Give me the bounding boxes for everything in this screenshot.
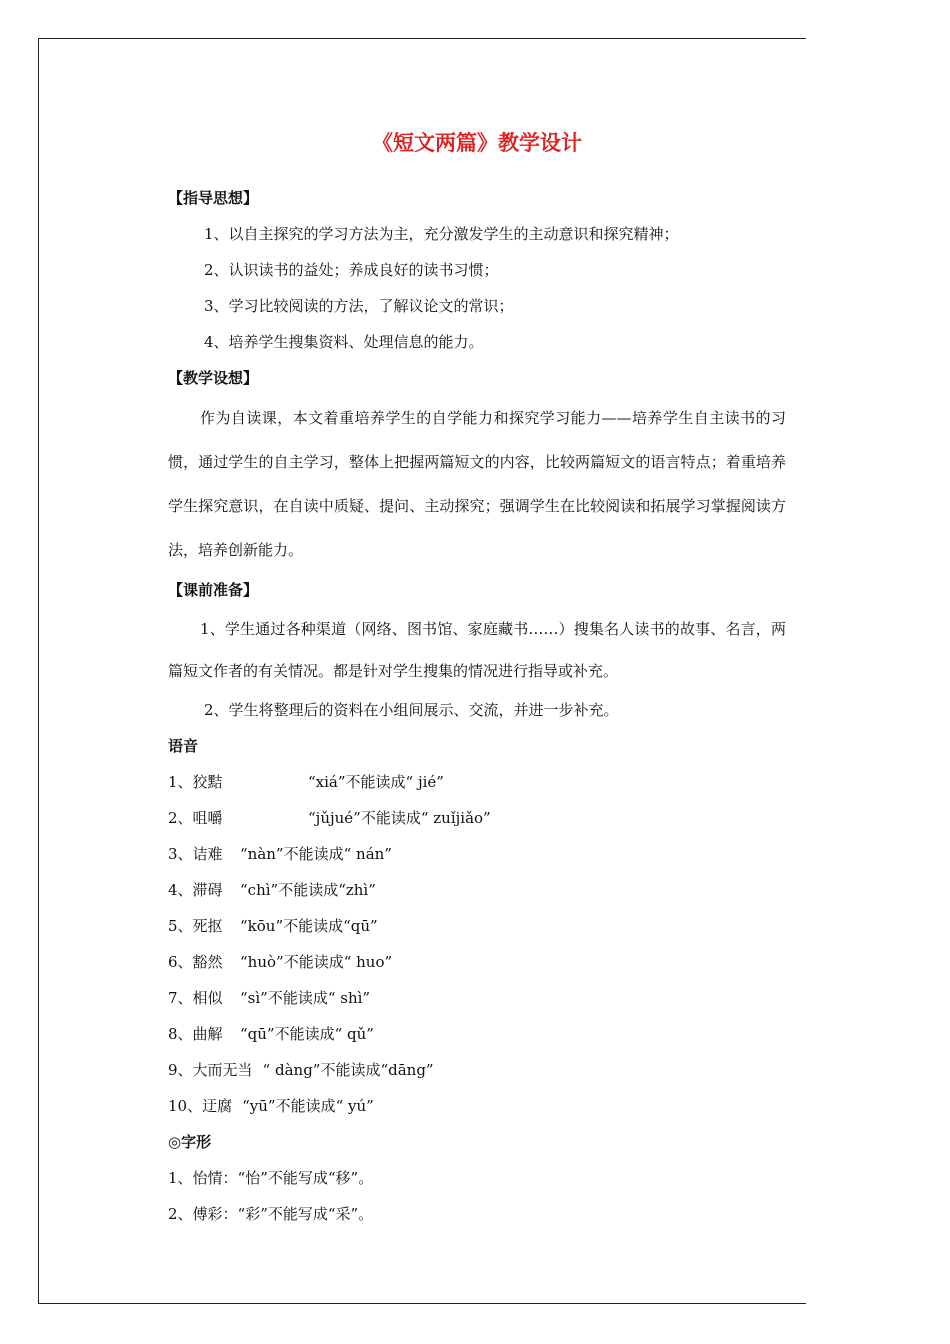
pronunciation-note: “kōu”不能读成“qū”	[240, 917, 378, 935]
guiding-item: 2、认识读书的益处；养成良好的读书习惯；	[204, 261, 499, 279]
idea-paragraph: 作为自读课，本文着重培养学生的自学能力和探究学习能力——培养学生自主读书的习惯，通过学生的自主学习，整体上把握两篇短文的内容，比较两篇短文的语言特点；着重培养学生探究意识，在自读中质疑、提问、主动探究；强调学生在比较阅读和拓展学习掌握阅读方法，培养创新能力。	[168, 409, 786, 559]
guiding-item: 1、以自主探究的学习方法为主，充分激发学生的主动意识和探究精神；	[204, 225, 679, 243]
pronunciation-note: “jǔjué”不能读成“ zuǐjiǎo”	[308, 809, 491, 827]
glyph-heading: ◎字形	[168, 1133, 212, 1151]
pronunciation-note: “qū”不能读成“ qǔ”	[240, 1025, 374, 1043]
pronunciation-item	[168, 980, 786, 1016]
pronunciation-note: “ dàng”不能读成“dāng”	[262, 1061, 434, 1079]
glyph-item: 2、傅彩：“彩”不能写成“采”。	[168, 1205, 374, 1223]
pronunciation-note: “chì”不能读成“zhì”	[240, 881, 376, 899]
pronunciation-term: 5、死抠	[168, 917, 223, 935]
idea-heading: 【教学设想】	[168, 369, 259, 387]
pronunciation-item	[168, 944, 786, 980]
prep-paragraph-1: 1、学生通过各种渠道（网络、图书馆、家庭藏书……）搜集名人读书的故事、名言，两篇短文作者的有关情况。都是针对学生搜集的情况进行指导或补充。	[168, 620, 786, 680]
pronunciation-item	[168, 1016, 786, 1052]
pronunciation-item	[168, 1052, 786, 1088]
pronunciation-note: “nàn”不能读成“ nán”	[240, 845, 392, 863]
pronunciation-term: 6、豁然	[168, 953, 223, 971]
prep-heading: 【课前准备】	[168, 581, 259, 599]
prep-paragraph-2: 2、学生将整理后的资料在小组间展示、交流，并进一步补充。	[204, 701, 619, 719]
pronunciation-heading: 语音	[168, 737, 199, 755]
pronunciation-term: 10、迂腐	[168, 1097, 233, 1115]
pronunciation-term: 9、大而无当	[168, 1061, 253, 1079]
pronunciation-term: 3、诘难	[168, 845, 223, 863]
pronunciation-item	[168, 800, 786, 836]
pronunciation-item	[168, 836, 786, 872]
pronunciation-term: 8、曲解	[168, 1025, 223, 1043]
document-body	[168, 128, 786, 1232]
pronunciation-note: “yū”不能读成“ yú”	[242, 1097, 374, 1115]
pronunciation-term: 1、狡黠	[168, 773, 223, 791]
guiding-item: 3、学习比较阅读的方法，了解议论文的常识；	[204, 297, 514, 315]
pronunciation-item	[168, 764, 786, 800]
guiding-heading: 【指导思想】	[168, 189, 259, 207]
pronunciation-term: 4、滞碍	[168, 881, 223, 899]
pronunciation-item	[168, 872, 786, 908]
glyph-item: 1、怡情：“怡”不能写成“移”。	[168, 1169, 374, 1187]
pronunciation-item	[168, 908, 786, 944]
pronunciation-item	[168, 1088, 786, 1124]
pronunciation-term: 2、咀嚼	[168, 809, 223, 827]
pronunciation-note: “huò”不能读成“ huo”	[240, 953, 393, 971]
page-title: 《短文两篇》教学设计	[372, 131, 582, 155]
pronunciation-note: “xiá”不能读成“ jié”	[308, 773, 444, 791]
pronunciation-note: “sì”不能读成“ shì”	[240, 989, 371, 1007]
pronunciation-term: 7、相似	[168, 989, 223, 1007]
guiding-item: 4、培养学生搜集资料、处理信息的能力。	[204, 333, 484, 351]
